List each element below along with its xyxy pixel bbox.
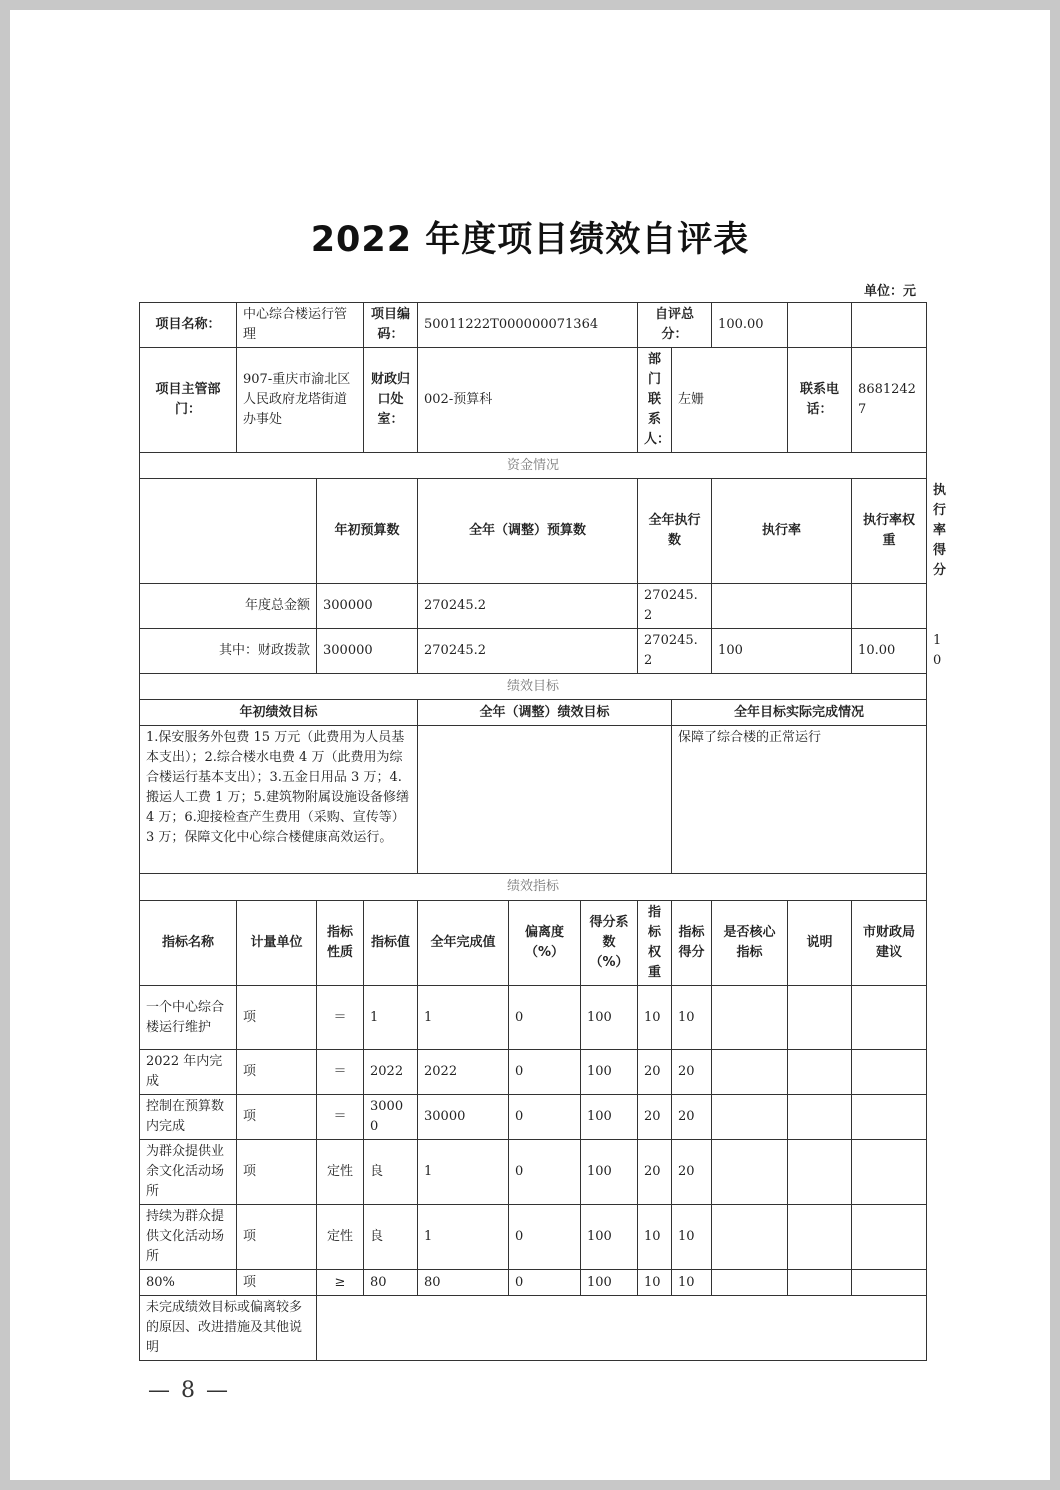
ind-note [788, 1140, 852, 1205]
page-title: 2022 年度项目绩效自评表 [310, 220, 750, 260]
ind-core [712, 986, 788, 1050]
ind-weight: 10 [638, 1205, 672, 1270]
info-empty-2 [852, 303, 927, 348]
funding-cell: 300000 [317, 584, 418, 629]
goals-initial-text: 1.保安服务外包费 15 万元（此费用为人员基本支出）；2.综合楼水电费 4 万（此费用为综合楼运行基本支出）；3.五金日用品 3 万；4.搬运人工费 1 万；5.建筑物附属设施设备修缮 4 万；6.迎接检查产生费用（采购、宣传等）3 万；保障文化中心综合楼健康高效运行。 [140, 726, 418, 874]
ind-header-weight: 指标权重 [638, 901, 672, 986]
ind-score: 20 [672, 1140, 712, 1205]
ind-name: 2022 年内完成 [140, 1050, 237, 1095]
ind-score: 20 [672, 1050, 712, 1095]
ind-core [712, 1095, 788, 1140]
ind-target: 良 [364, 1140, 418, 1205]
contact-label: 部门联系人： [638, 348, 672, 453]
ind-header-target: 指标值 [364, 901, 418, 986]
ind-nature: ＝ [317, 986, 364, 1050]
ind-score: 20 [672, 1095, 712, 1140]
table-row [140, 1270, 927, 1296]
goals-adjusted-text [418, 726, 672, 874]
table-row [140, 1140, 927, 1205]
remark-label: 未完成绩效目标或偏离较多的原因、改进措施及其他说明 [140, 1296, 317, 1361]
remark-value [317, 1296, 927, 1361]
ind-note [788, 1050, 852, 1095]
ind-target: 80 [364, 1270, 418, 1296]
ind-score: 10 [672, 986, 712, 1050]
ind-header-note: 说明 [788, 901, 852, 986]
indicators-header-row [140, 901, 927, 986]
ind-nature: ≥ [317, 1270, 364, 1296]
goals-header-actual: 全年目标实际完成情况 [672, 700, 927, 726]
goals-header-initial: 年初绩效目标 [140, 700, 418, 726]
funding-row-label: 其中：财政拨款 [140, 629, 317, 674]
ind-weight: 10 [638, 986, 672, 1050]
funding-header-executed: 全年执行数 [638, 479, 712, 584]
funding-header-adjusted: 全年（调整）预算数 [418, 479, 638, 584]
ind-header-score: 指标得分 [672, 901, 712, 986]
info-empty-1 [788, 303, 852, 348]
ind-header-name: 指标名称 [140, 901, 237, 986]
funding-row-fiscal [140, 629, 927, 674]
project-code-value: 50011222T000000071364 [418, 303, 638, 348]
ind-target: 良 [364, 1205, 418, 1270]
project-name-label: 项目名称： [140, 303, 237, 348]
ind-unit: 项 [237, 1270, 317, 1296]
table-row [140, 1050, 927, 1095]
ind-name: 控制在预算数内完成 [140, 1095, 237, 1140]
ind-score: 10 [672, 1270, 712, 1296]
ind-unit: 项 [237, 986, 317, 1050]
ind-coef: 100 [581, 1095, 638, 1140]
dept-value: 907-重庆市渝北区人民政府龙塔街道办事处 [237, 348, 364, 453]
funding-cell: 10.00 [852, 629, 927, 674]
ind-coef: 100 [581, 1050, 638, 1095]
funding-cell [712, 584, 852, 629]
ind-header-nature: 指标性质 [317, 901, 364, 986]
dept-label: 项目主管部门： [140, 348, 237, 453]
self-score-label: 自评总分： [638, 303, 712, 348]
ind-unit: 项 [237, 1050, 317, 1095]
ind-core [712, 1050, 788, 1095]
ind-actual: 1 [418, 1205, 509, 1270]
evaluation-table [139, 302, 927, 1361]
funding-header-rate: 执行率 [712, 479, 852, 584]
ind-actual: 1 [418, 1140, 509, 1205]
ind-nature: ＝ [317, 1050, 364, 1095]
ind-name: 为群众提供业余文化活动场所 [140, 1140, 237, 1205]
ind-name: 80% [140, 1270, 237, 1296]
funding-header-empty [140, 479, 317, 584]
funding-section-title: 资金情况 [140, 453, 927, 479]
ind-advice [852, 1095, 927, 1140]
self-score-value: 100.00 [712, 303, 788, 348]
ind-advice [852, 1140, 927, 1205]
ind-core [712, 1270, 788, 1296]
indicators-section-title: 绩效指标 [140, 874, 927, 901]
project-name-value: 中心综合楼运行管理 [237, 303, 364, 348]
funding-cell: 270245.2 [638, 629, 712, 674]
table-row [140, 1095, 927, 1140]
funding-header-initial: 年初预算数 [317, 479, 418, 584]
table-row [140, 986, 927, 1050]
funding-row-label: 年度总金额 [140, 584, 317, 629]
funding-header-rate-weight: 执行率权重 [852, 479, 927, 584]
ind-coef: 100 [581, 1140, 638, 1205]
ind-weight: 10 [638, 1270, 672, 1296]
project-code-label: 项目编码： [364, 303, 418, 348]
ind-header-actual: 全年完成值 [418, 901, 509, 986]
ind-target: 30000 [364, 1095, 418, 1140]
ind-name: 一个中心综合楼运行维护 [140, 986, 237, 1050]
ind-deviation: 0 [509, 1140, 581, 1205]
ind-note [788, 986, 852, 1050]
ind-coef: 100 [581, 1205, 638, 1270]
funding-cell: 270245.2 [418, 584, 638, 629]
ind-actual: 1 [418, 986, 509, 1050]
ind-note [788, 1095, 852, 1140]
ind-target: 2022 [364, 1050, 418, 1095]
ind-nature: 定性 [317, 1140, 364, 1205]
ind-deviation: 0 [509, 1205, 581, 1270]
ind-unit: 项 [237, 1140, 317, 1205]
funding-cell: 270245.2 [418, 629, 638, 674]
ind-core [712, 1205, 788, 1270]
ind-deviation: 0 [509, 1095, 581, 1140]
ind-weight: 20 [638, 1050, 672, 1095]
goals-section-title: 绩效目标 [140, 674, 927, 700]
ind-nature: ＝ [317, 1095, 364, 1140]
ind-advice [852, 1270, 927, 1296]
ind-target: 1 [364, 986, 418, 1050]
ind-header-coef: 得分系数（%） [581, 901, 638, 986]
ind-core [712, 1140, 788, 1205]
contact-value: 左姗 [672, 348, 788, 453]
ind-advice [852, 1205, 927, 1270]
ind-deviation: 0 [509, 1050, 581, 1095]
page-number: — 8 — [148, 1378, 230, 1403]
ind-header-unit: 计量单位 [237, 901, 317, 986]
ind-header-core: 是否核心指标 [712, 901, 788, 986]
goals-actual-text: 保障了综合楼的正常运行 [672, 726, 927, 874]
funding-cell: 100 [712, 629, 852, 674]
ind-header-advice: 市财政局建议 [852, 901, 927, 986]
ind-actual: 80 [418, 1270, 509, 1296]
funding-row-total [140, 584, 927, 629]
ind-advice [852, 986, 927, 1050]
ind-weight: 20 [638, 1095, 672, 1140]
ind-nature: 定性 [317, 1205, 364, 1270]
ind-coef: 100 [581, 986, 638, 1050]
ind-weight: 20 [638, 1140, 672, 1205]
ind-actual: 30000 [418, 1095, 509, 1140]
ind-note [788, 1205, 852, 1270]
ind-score: 10 [672, 1205, 712, 1270]
phone-value: 86812427 [852, 348, 927, 453]
ind-coef: 100 [581, 1270, 638, 1296]
ind-deviation: 0 [509, 1270, 581, 1296]
ind-actual: 2022 [418, 1050, 509, 1095]
ind-deviation: 0 [509, 986, 581, 1050]
ind-advice [852, 1050, 927, 1095]
unit-label: 单位：元 [863, 284, 916, 299]
office-label: 财政归口处室： [364, 348, 418, 453]
goals-header-adjusted: 全年（调整）绩效目标 [418, 700, 672, 726]
ind-note [788, 1270, 852, 1296]
funding-cell: 270245.2 [638, 584, 712, 629]
phone-label: 联系电话： [788, 348, 852, 453]
office-value: 002-预算科 [418, 348, 638, 453]
ind-unit: 项 [237, 1205, 317, 1270]
ind-header-deviation: 偏离度（%） [509, 901, 581, 986]
funding-cell [852, 584, 927, 629]
ind-unit: 项 [237, 1095, 317, 1140]
funding-cell: 300000 [317, 629, 418, 674]
table-row [140, 1205, 927, 1270]
ind-name: 持续为群众提供文化活动场所 [140, 1205, 237, 1270]
